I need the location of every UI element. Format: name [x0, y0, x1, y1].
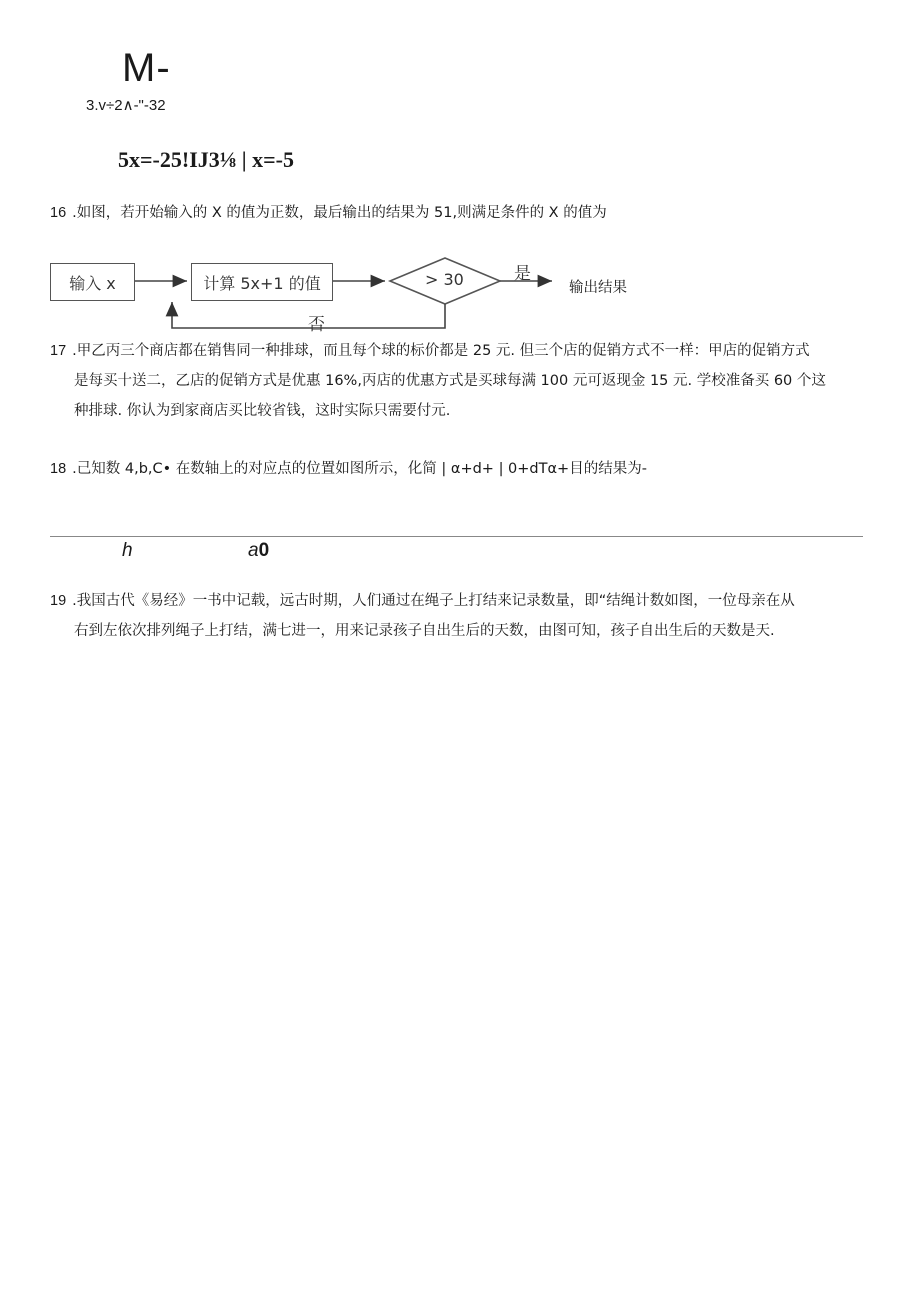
number-line-label-a0 [248, 540, 269, 562]
question-line-2: 是每买十送二，乙店的促销方式是优惠 16%,丙店的优惠方式是买球每满 100 元可返现金 15 元. 学校准备买 60 个这 [74, 373, 826, 389]
no-label: 否 [308, 315, 325, 335]
question-line-2: 右到左依次排列绳子上打结，满七进一，用来记录孩子自出生后的天数，由图可知，孩子自出生后的天数是天. [74, 623, 775, 639]
yes-label: 是 [514, 264, 531, 284]
output-label: 输出结果 [569, 280, 627, 296]
question-text: .己知数 4,b,C• 在数轴上的对应点的位置如图所示，化简 | α+d+ | 0+dTα+目的结果为- [72, 461, 647, 477]
question-number: 16 [50, 205, 67, 221]
header-bold-equation: 5x=-25!IJ3⅛ | x=-5 [118, 147, 294, 172]
question-number: 18 [50, 461, 67, 477]
compute-box: 计算 5x+1 的值 [191, 263, 333, 301]
question-17 [50, 336, 865, 426]
question-text: .如图，若开始输入的 X 的值为正数，最后输出的结果为 51,则满足条件的 X 的值为 [72, 205, 607, 221]
header-mark: M- [122, 46, 171, 90]
question-number: 19 [50, 593, 67, 609]
label-letter: a [248, 540, 259, 561]
input-box: 输入 x [50, 263, 135, 301]
question-number: 17 [50, 343, 67, 359]
question-19 [50, 586, 865, 646]
label-digit: 0 [258, 540, 270, 561]
question-18 [50, 454, 865, 484]
question-line-1: .甲乙丙三个商店都在销售同一种排球，而且每个球的标价都是 25 元. 但三个店的促销方式不一样：甲店的促销方式 [72, 343, 810, 359]
condition-label: > 30 [425, 270, 464, 289]
number-line [50, 536, 863, 537]
number-line-label-h: h [122, 540, 133, 561]
flowchart-connectors [0, 0, 920, 340]
question-line-3: 种排球. 你认为到家商店买比较省钱，这时实际只需要付元. [74, 403, 451, 419]
question-line-1: .我国古代《易经》一书中记载，远古时期，人们通过在绳子上打结来记录数量，即“结绳计数如图，一位母亲在从 [72, 593, 795, 609]
header-small-equation: 3.v÷2∧-"-32 [86, 97, 166, 114]
